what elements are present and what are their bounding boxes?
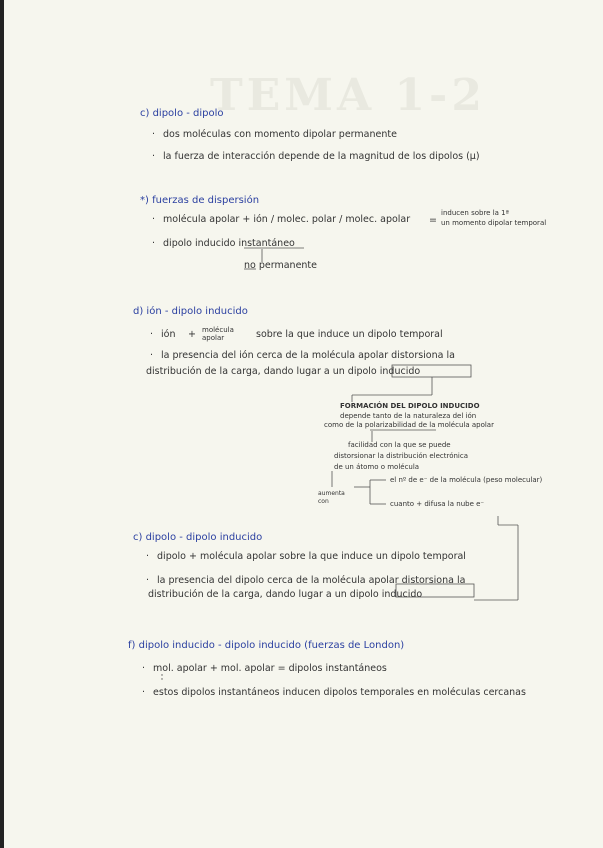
section-d-bullet-1-rest: sobre la que induce un dipolo temporal [256, 329, 443, 340]
no-permanente-note: no permanente [244, 260, 317, 271]
section-d-bullet-2-line-1: · la presencia del ión cerca de la molécula apolar distorsiona la [150, 350, 455, 361]
branch-2: cuanto + difusa la nube e⁻ [390, 500, 485, 508]
box-line-1: depende tanto de la naturaleza del ión [340, 412, 477, 420]
section-c1-heading: c) dipolo - dipolo [140, 108, 224, 119]
section-d-plus: + [188, 329, 196, 340]
box-title: FORMACIÓN DEL DIPOLO INDUCIDO [340, 402, 480, 410]
box-line-3: facilidad con la que se puede [348, 441, 451, 449]
section-f-bullet-2: · estos dipolos instantáneos inducen dipolos temporales en moléculas cercanas [142, 687, 526, 698]
box-line-4: distorsionar la distribución electrónica [334, 452, 469, 460]
section-dispersion-bullet-1: · molécula apolar + ión / molec. polar / molec. apolar [152, 214, 410, 225]
section-d-molecule: molécula apolar [202, 326, 234, 342]
equals-sign: = [429, 215, 437, 226]
section-c1-bullet-1: · dos moléculas con momento dipolar permanente [152, 129, 397, 140]
dispersion-result-line-1: inducen sobre la 1ª [441, 209, 509, 217]
section-c2-bullet-2-line-2: distribución de la carga, dando lugar a un dipolo inducido [148, 589, 423, 600]
branch-1: el nº de e⁻ de la molécula (peso molecular) [390, 476, 543, 484]
dispersion-result-line-2: un momento dipolar temporal [441, 219, 547, 227]
section-d-bullet-2-line-2: distribución de la carga, dando lugar a un dipolo inducido [146, 366, 421, 377]
section-c2-heading: c) dipolo - dipolo inducido [133, 532, 263, 543]
section-d-heading: d) ión - dipolo inducido [133, 306, 248, 317]
section-d-ion: · ión [150, 329, 176, 340]
section-c2-bullet-2-line-1: · la presencia del dipolo cerca de la molécula apolar distorsiona la [146, 575, 465, 586]
section-c1-bullet-2: · la fuerza de interacción depende de la magnitud de los dipolos (μ) [152, 151, 480, 162]
aumenta-con-label: aumenta con [318, 490, 345, 505]
section-dispersion-bullet-2: · dipolo inducido instantáneo [152, 238, 295, 249]
section-f-bullet-1: · mol. apolar + mol. apolar = dipolos instantáneos [142, 663, 387, 674]
section-f-heading: f) dipolo inducido - dipolo inducido (fuerzas de London) [128, 640, 405, 651]
watermark: TEMA 1-2 [210, 70, 486, 121]
section-dispersion-heading: *) fuerzas de dispersión [140, 195, 260, 206]
section-c2-bullet-1: · dipolo + molécula apolar sobre la que induce un dipolo temporal [146, 551, 466, 562]
box-line-2: como de la polarizabilidad de la molécula apolar [324, 421, 494, 429]
box-line-5: de un átomo o molécula [334, 463, 420, 471]
